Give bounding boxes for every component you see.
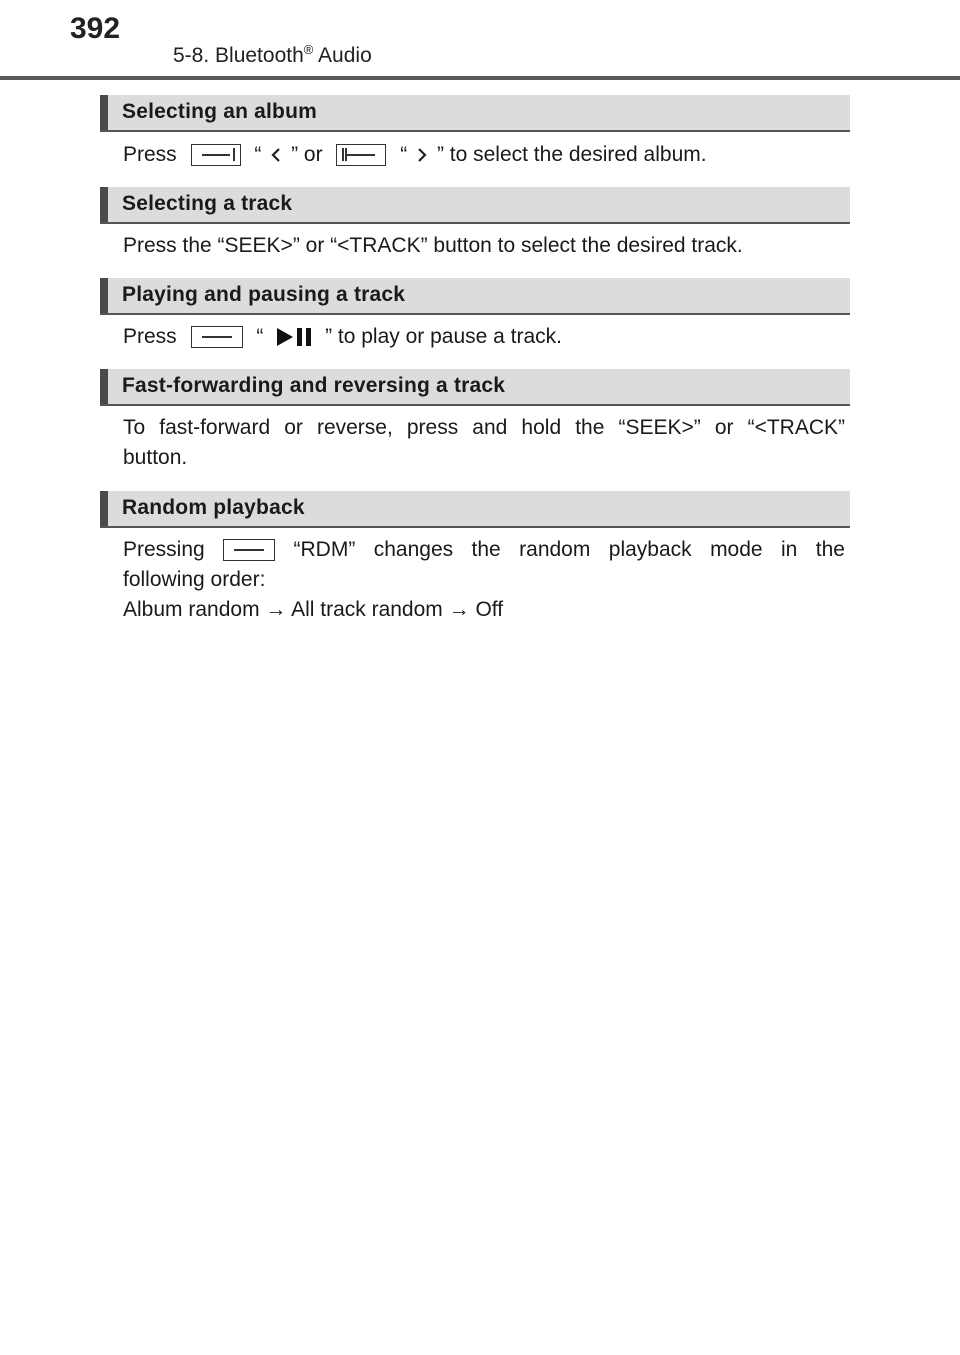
section-title: Random playback [122, 496, 305, 519]
section-heading-play [100, 278, 850, 315]
ff-line-2: button. [123, 446, 188, 469]
text-press: Press [123, 143, 177, 166]
text-word: the [815, 538, 845, 561]
heading-bar [100, 369, 108, 404]
album-instruction [123, 140, 845, 170]
page-header [0, 0, 960, 80]
section-title: Fast-forwarding and reversing a track [122, 374, 506, 397]
heading-bar [100, 187, 108, 222]
heading-bar [100, 95, 108, 130]
section-heading-track [100, 187, 850, 224]
button-icon [191, 326, 243, 348]
text-word: Pressing [123, 538, 205, 561]
text-word: random [519, 538, 591, 561]
text-press: Press [123, 325, 177, 348]
chapter-title [173, 42, 372, 68]
track-instruction: Press the “SEEK>” or “<TRACK” button to select the desired track. [123, 234, 743, 257]
chevron-left-icon [271, 147, 281, 163]
random-line-3: Album random → All track random → Off [123, 598, 504, 621]
button-icon-right [336, 144, 386, 166]
section-title: Selecting a track [122, 192, 293, 215]
play-pause-icon [273, 326, 315, 348]
section-heading-random [100, 491, 850, 528]
section-heading-ff [100, 369, 850, 406]
text-word: changes [373, 538, 454, 561]
text-word: the [471, 538, 501, 561]
random-line-2: following order: [123, 568, 266, 591]
text-word: mode [710, 538, 763, 561]
button-icon [223, 539, 275, 561]
ff-line-1: To fast-forward or reverse, press and hold the “SEEK>” or “<TRACK” [123, 416, 845, 439]
quote-open: “ [400, 143, 408, 166]
chapter-suffix: Audio [313, 44, 372, 67]
play-instruction [123, 322, 845, 352]
quote-open: “ [256, 325, 264, 348]
heading-bar [100, 491, 108, 526]
quote-open: “ [254, 143, 262, 166]
header-rule [0, 76, 960, 80]
text-word: “RDM” [293, 538, 356, 561]
section-heading-album [100, 95, 850, 132]
section-title: Playing and pausing a track [122, 283, 406, 306]
chapter-prefix: 5-8. Bluetooth [173, 44, 304, 67]
chevron-right-icon [417, 147, 427, 163]
section-title: Selecting an album [122, 100, 317, 123]
text-play-pause: ” to play or pause a track. [325, 325, 563, 348]
text-select-album: ” to select the desired album. [436, 143, 707, 166]
text-word: in [781, 538, 798, 561]
button-icon-left [191, 144, 241, 166]
registered-mark: ® [303, 42, 314, 57]
page-number: 392 [70, 12, 121, 45]
heading-bar [100, 278, 108, 313]
random-line-1 [123, 535, 845, 565]
text-word: playback [608, 538, 692, 561]
text-or: ” or [291, 143, 323, 166]
